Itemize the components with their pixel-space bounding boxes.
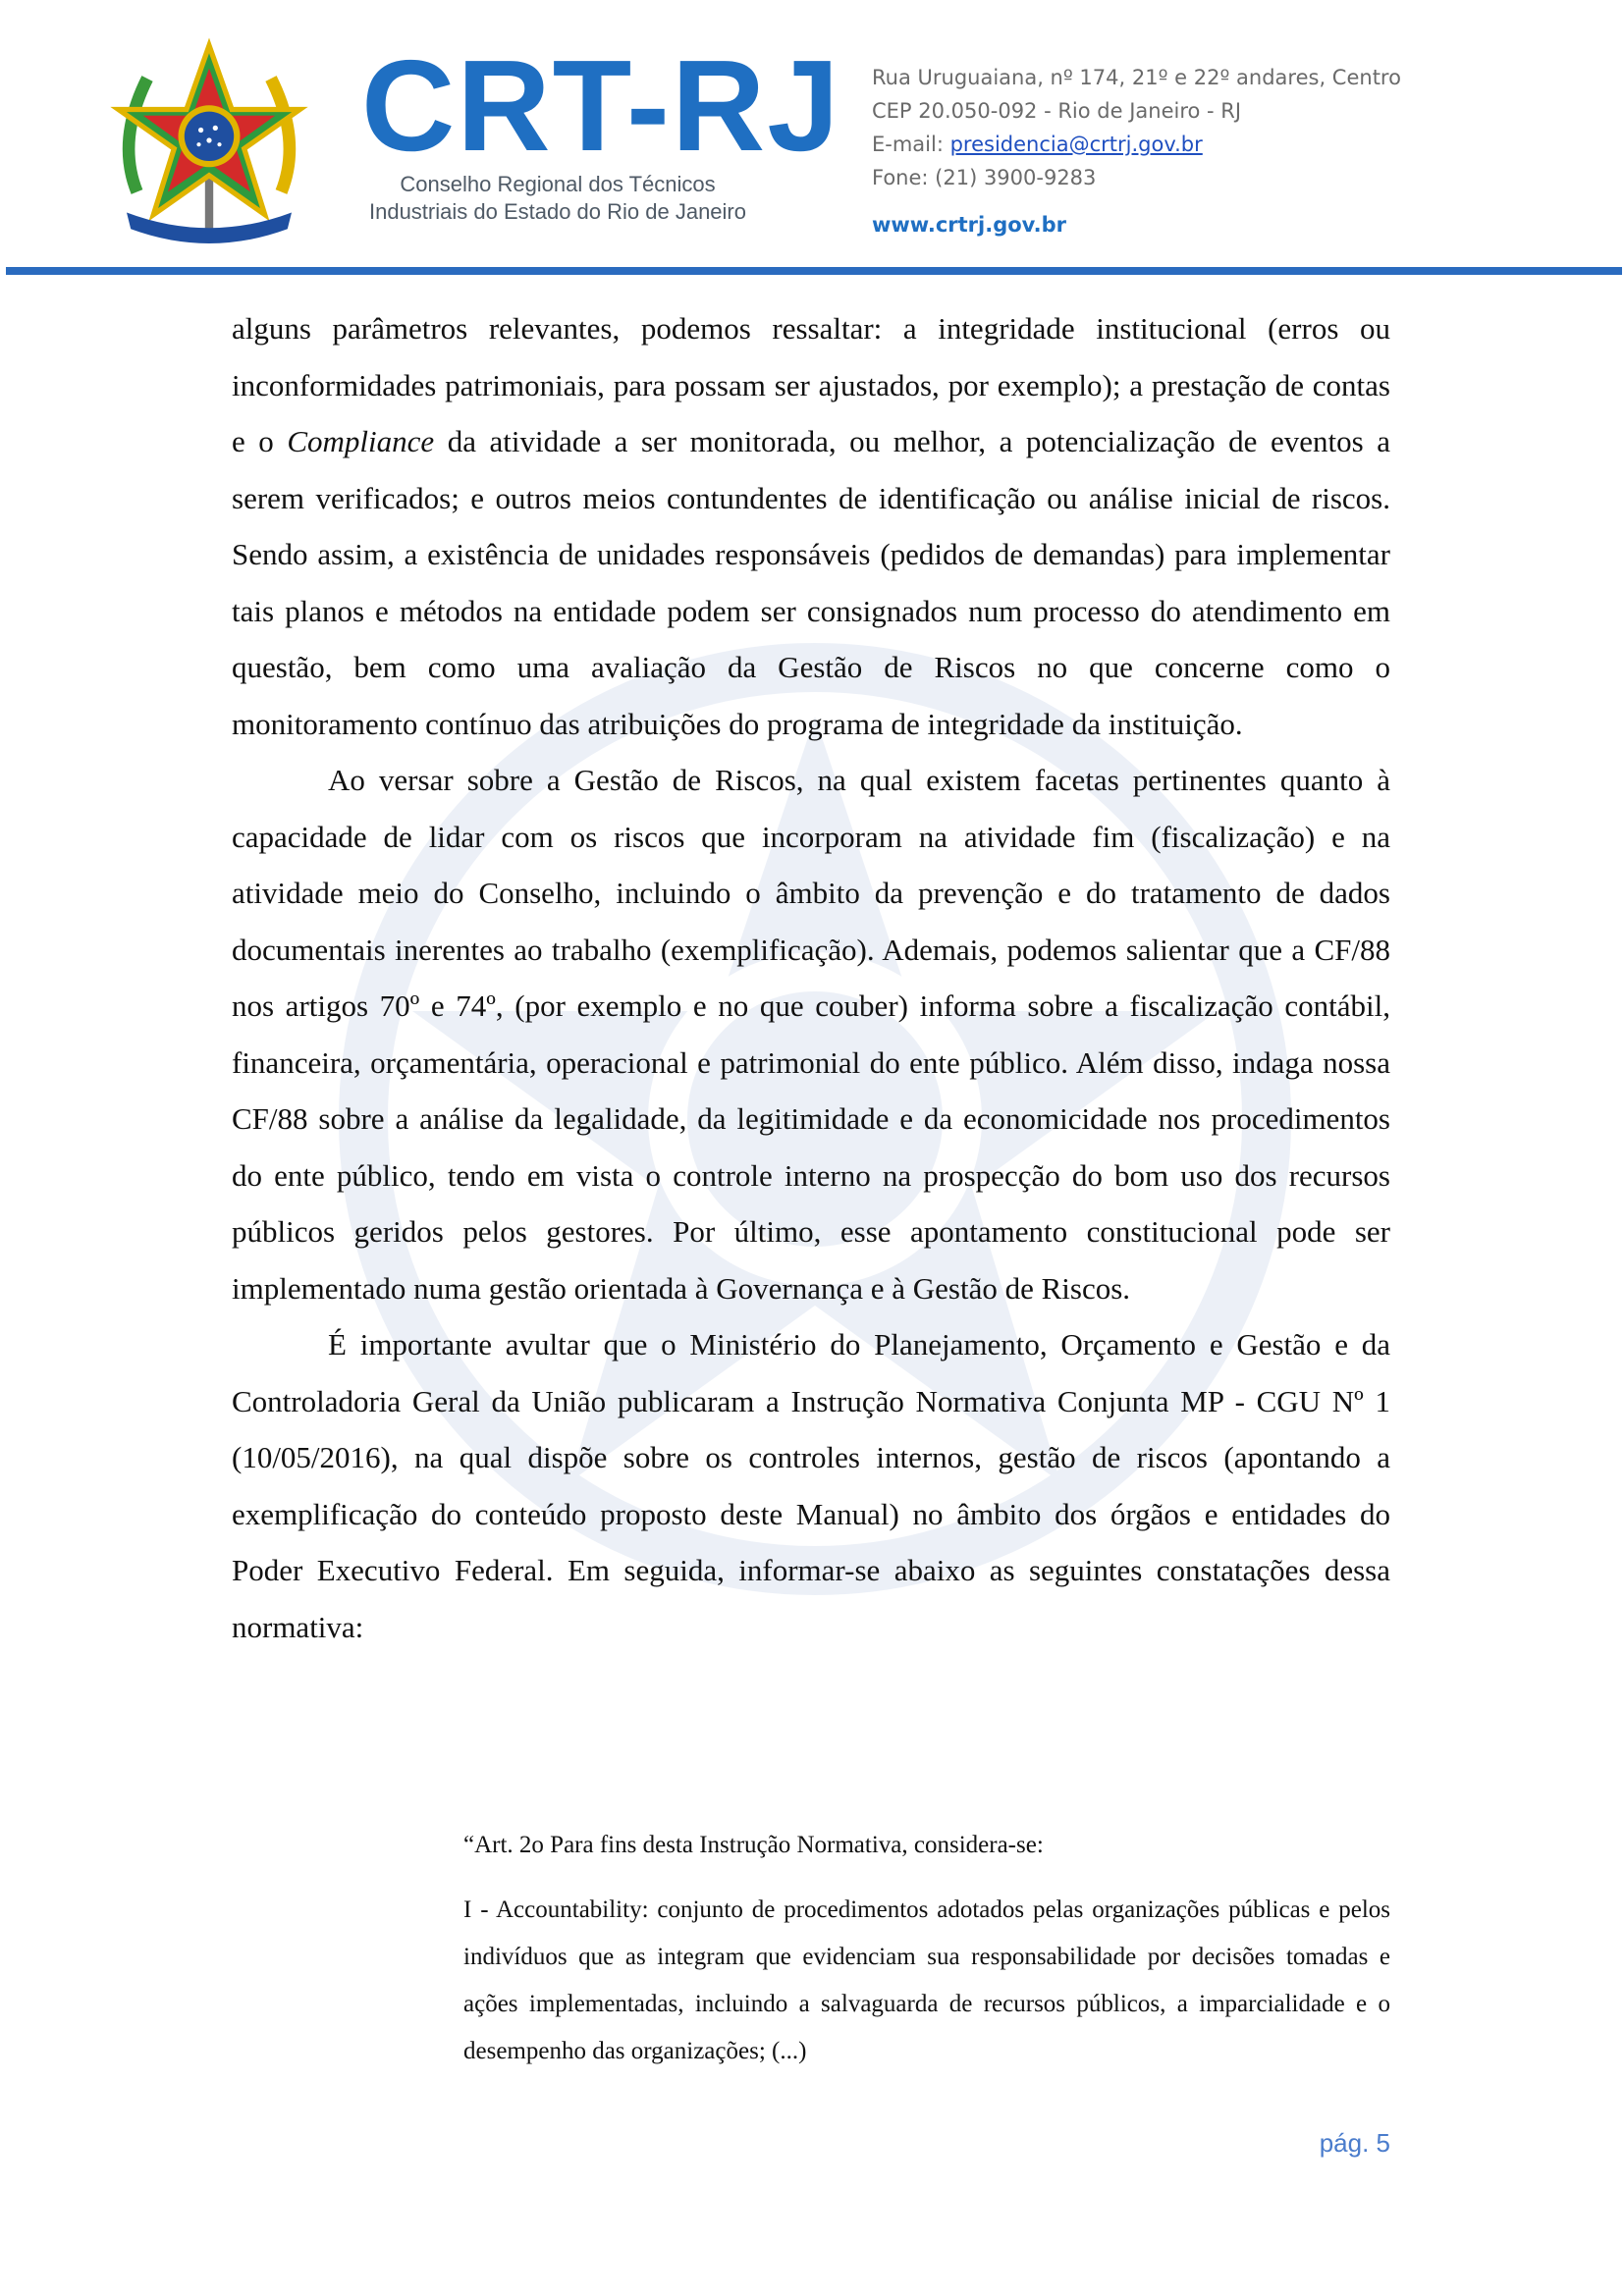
- paragraph: Ao versar sobre a Gestão de Riscos, na qual existem facetas pertinentes quanto à capacidade de lidar com os riscos que incorporam na atividade fim (fiscalização) e na atividade meio do Conselho, incluindo o âmbito da prevenção e do tratamento de dados documentais inerentes ao trabalho (exemplificação). Ademais, podemos salientar que a CF/88 nos artigos 70º e 74º, (por exemplo e no que couber) informa sobre a fiscalização contábil, financeira, orçamentária, operacional e patrimonial do ente público. Além disso, indaga nossa CF/88 sobre a análise da legalidade, da legitimidade e da economicidade nos procedimentos do ente público, tendo em vista o controle interno na prospecção do bom uso dos recursos públicos geridos pelos gestores. Por último, esse apontamento constitucional pode ser implementado numa gestão orientada à Governança e à Gestão de Riscos.: [232, 763, 1390, 1306]
- paragraph: [232, 300, 1390, 752]
- logo-subtitle: [361, 171, 754, 226]
- email-line: [872, 128, 1401, 161]
- letterhead: [0, 0, 1624, 285]
- quote-item: I - Accountability: conjunto de procedimentos adotados pelas organizações públicas e pelos indivíduos que as integram que evidenciam sua responsabilidade por decisões tomadas e ações implementadas, incluindo a salvaguarda de recursos públicos, a imparcialidade e o desempenho das organizações; (...): [463, 1896, 1390, 2064]
- paragraph: É importante avultar que o Ministério do Planejamento, Orçamento e Gestão e da Controladoria Geral da União publicaram a Instrução Normativa Conjunta MP - CGU Nº 1 (10/05/2016), na qual dispõe sobre os controles internos, gestão de riscos (apontando a exemplificação do conteúdo proposto deste Manual) no âmbito dos órgãos e entidades do Poder Executivo Federal. Em seguida, informar-se abaixo as seguintes constatações dessa normativa:: [232, 1327, 1390, 1644]
- email-label: E-mail:: [872, 133, 950, 156]
- logo-title: CRT-RJ: [361, 33, 841, 178]
- paragraph-text: da atividade a ser monitorada, ou melhor, a potencialização de eventos a serem verificados; e outros meios contundentes de identificação ou análise inicial de riscos. Sendo assim, a existência de unidades responsáveis (pedidos de demandas) para implementar tais planos e métodos na entidade podem ser consignados num processo do atendimento em questão, bem como uma avaliação da Gestão de Riscos no que concerne como o monitoramento contínuo das atribuições do programa de integridade da instituição.: [232, 424, 1390, 741]
- address-line: Rua Uruguaiana, nº 174, 21º e 22º andares, Centro: [872, 66, 1401, 89]
- coat-of-arms-icon: [106, 37, 312, 243]
- paragraph-text: alguns parâmetros relevantes, podemos ressaltar: a integridade institucional (erros ou inconformidades patrimoniais, para possam ser ajustados, por exemplo); a prestação de contas e o: [232, 311, 1390, 458]
- email-link[interactable]: presidencia@crtrj.gov.br: [949, 133, 1203, 156]
- logo-subtitle-line: Conselho Regional dos Técnicos: [400, 172, 716, 196]
- address-line: CEP 20.050-092 - Rio de Janeiro - RJ: [872, 99, 1242, 123]
- phone-line: Fone: (21) 3900-9283: [872, 166, 1097, 189]
- document-body: [232, 300, 1390, 1655]
- page-number: pág. 5: [1319, 2128, 1390, 2158]
- quote-title: “Art. 2o Para fins desta Instrução Normativa, considera-se:: [463, 1832, 1044, 1858]
- header-divider: [6, 267, 1622, 275]
- contact-block: [872, 61, 1401, 241]
- website-link[interactable]: www.crtrj.gov.br: [872, 213, 1067, 237]
- italic-term: Compliance: [287, 424, 435, 458]
- block-quote: [463, 1822, 1390, 2075]
- logo-subtitle-line: Industriais do Estado do Rio de Janeiro: [368, 199, 746, 224]
